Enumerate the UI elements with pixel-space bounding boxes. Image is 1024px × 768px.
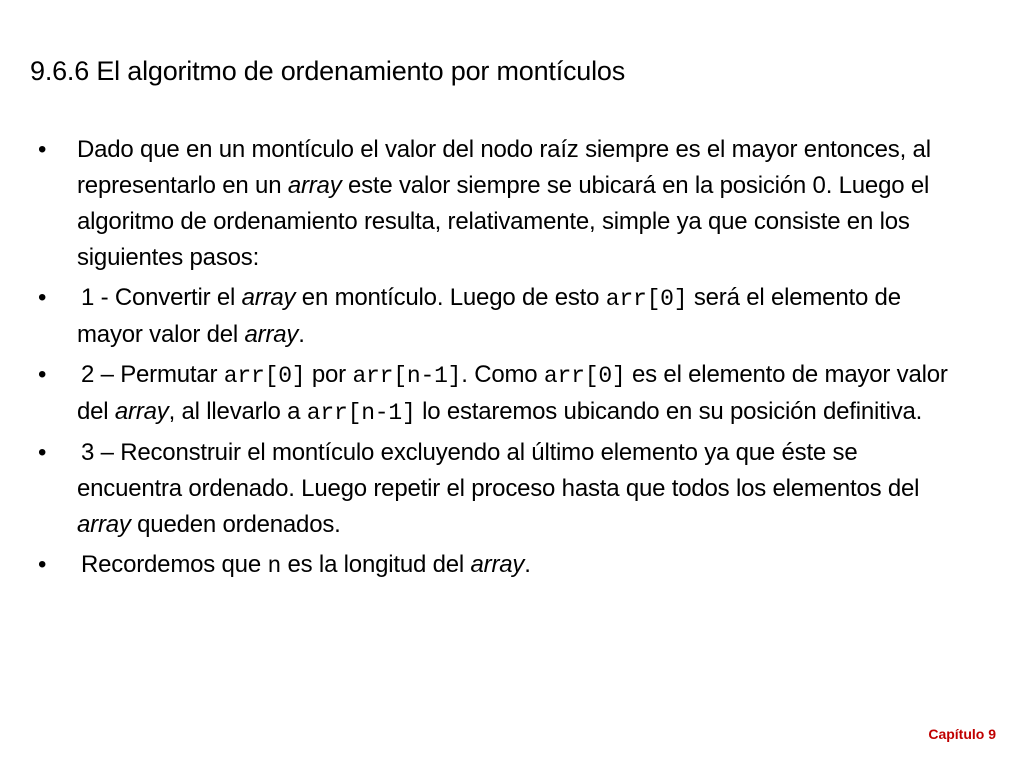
code-snippet: arr[0] [223,363,306,389]
code-snippet: n [267,553,282,579]
bullet-text: por [305,361,353,388]
bullet-text: Recordemos que [81,551,268,578]
slide-title: 9.6.6 El algoritmo de ordenamiento por montículos [30,56,626,86]
chapter-footer: Capítulo 9 [928,726,996,742]
bullet-text: , al llevarlo a [168,398,307,425]
bullet-text: es la longitud del [281,551,471,578]
bullet-text: . [524,551,531,578]
bullet-list [36,132,956,588]
bullet-emphasis: array [470,551,525,578]
bullet-note [36,547,956,584]
bullet-step-2 [36,357,956,431]
bullet-step-3 [36,435,956,543]
code-snippet: arr[0] [543,363,626,389]
bullet-text: es el elemento de mayor valor del [77,361,948,425]
bullet-text: lo estaremos ubicando en su posición definitiva. [415,398,923,425]
bullet-text: queden ordenados. [130,511,341,538]
bullet-text: será el elemento de mayor valor del [77,284,901,348]
bullet-emphasis: array [77,511,131,538]
bullet-emphasis: array [244,321,299,348]
bullet-emphasis: array [241,284,296,311]
bullet-emphasis: array [114,398,169,425]
bullet-text: en montículo. Luego de esto [295,284,606,311]
code-snippet: arr[0] [605,286,688,312]
bullet-text: 3 – Reconstruir el montículo excluyendo al último elemento ya que éste se encuentra ordenado. Luego repetir el proceso hasta que todos los elementos del [77,439,920,502]
bullet-text: . Como [461,361,544,388]
bullet-text: 2 – Permutar [81,361,224,388]
bullet-emphasis: array [287,172,342,199]
bullet-text: 1 - Convertir el [81,284,242,311]
code-snippet: arr[n-1] [352,363,462,389]
bullet-intro [36,132,956,276]
bullet-step-1 [36,280,956,353]
bullet-text: . [298,321,305,348]
bullet-text: este valor siempre se ubicará en la posición 0. Luego el algoritmo de ordenamiento resulta, relativamente, simple ya que consiste en los siguientes pasos: [77,172,930,271]
bullet-text: Dado que en un montículo el valor del nodo raíz siempre es el mayor entonces, al representarlo en un [77,136,931,199]
code-snippet: arr[n-1] [306,400,416,426]
